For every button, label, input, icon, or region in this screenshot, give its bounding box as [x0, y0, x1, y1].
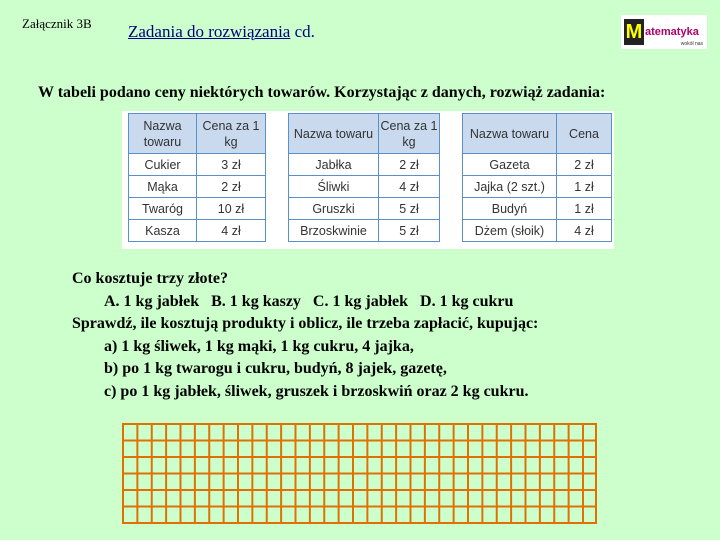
table-cell: Budyń	[463, 198, 557, 220]
task-c: c) po 1 kg jabłek, śliwek, gruszek i brzoskwiń oraz 2 kg cukru.	[104, 382, 529, 400]
tasks	[72, 268, 538, 403]
table-cell: Jabłka	[289, 154, 379, 176]
table-cell: 3 zł	[197, 154, 266, 176]
title-main: Zadania do rozwiązania	[128, 22, 291, 41]
table-cell: Brzoskwinie	[289, 220, 379, 242]
table-row	[289, 176, 440, 198]
table-row	[289, 154, 440, 176]
table-cell: Gazeta	[463, 154, 557, 176]
logo-text: atematyka	[645, 26, 699, 38]
table-header-row	[463, 114, 612, 154]
table-row	[289, 198, 440, 220]
question-1: Co kosztuje trzy złote?	[72, 270, 228, 287]
table-cell: Twaróg	[129, 198, 197, 220]
page-title	[128, 22, 315, 42]
logo-letter: M	[625, 21, 643, 43]
column-header: Nazwa towaru	[463, 114, 557, 154]
logo-subtext: wokół nas	[680, 41, 703, 47]
table-cell: Gruszki	[289, 198, 379, 220]
column-header: Cena za 1 kg	[379, 114, 440, 154]
table-cell: Mąka	[129, 176, 197, 198]
table-row	[129, 176, 266, 198]
table-cell: 4 zł	[557, 220, 612, 242]
price-table	[128, 113, 266, 242]
table-row	[129, 220, 266, 242]
table-cell: 5 zł	[379, 220, 440, 242]
table-cell: Jajka (2 szt.)	[463, 176, 557, 198]
table-cell: 10 zł	[197, 198, 266, 220]
table-cell: 4 zł	[197, 220, 266, 242]
table-header-row	[289, 114, 440, 154]
table-cell: 1 zł	[557, 176, 612, 198]
price-tables	[122, 111, 614, 249]
table-row	[129, 154, 266, 176]
table-cell: 2 zł	[379, 154, 440, 176]
table-cell: 2 zł	[557, 154, 612, 176]
logo	[621, 15, 707, 49]
question-2: Sprawdź, ile kosztują produkty i oblicz, ile trzeba zapłacić, kupując:	[72, 315, 539, 332]
table-header-row	[129, 114, 266, 154]
table-cell: 1 zł	[557, 198, 612, 220]
column-header: Nazwa towaru	[129, 114, 197, 154]
column-header: Nazwa towaru	[289, 114, 379, 154]
answer-grid	[122, 423, 597, 524]
column-header: Cena za 1 kg	[197, 114, 266, 154]
table-row	[289, 220, 440, 242]
task-b: b) po 1 kg twarogu i cukru, budyń, 8 jajek, gazetę,	[104, 360, 447, 377]
attachment-label: Załącznik 3B	[22, 16, 92, 31]
table-cell: Cukier	[129, 154, 197, 176]
table-row	[463, 220, 612, 242]
table-row	[463, 154, 612, 176]
price-table	[462, 113, 612, 242]
table-cell: Kasza	[129, 220, 197, 242]
table-row	[463, 176, 612, 198]
column-header: Cena	[557, 114, 612, 154]
question-1-options: A. 1 kg jabłek B. 1 kg kaszy C. 1 kg jabłek D. 1 kg cukru	[104, 292, 514, 310]
table-cell: Śliwki	[289, 176, 379, 198]
table-row	[463, 198, 612, 220]
table-cell: 2 zł	[197, 176, 266, 198]
task-a: a) 1 kg śliwek, 1 kg mąki, 1 kg cukru, 4 jajka,	[104, 337, 414, 355]
table-cell: 5 zł	[379, 198, 440, 220]
price-table	[288, 113, 440, 242]
intro-text: W tabeli podano ceny niektórych towarów. Korzystając z danych, rozwiąż zadania:	[38, 84, 606, 101]
title-suffix: cd.	[290, 22, 315, 41]
table-cell: 4 zł	[379, 176, 440, 198]
table-row	[129, 198, 266, 220]
table-cell: Dżem (słoik)	[463, 220, 557, 242]
